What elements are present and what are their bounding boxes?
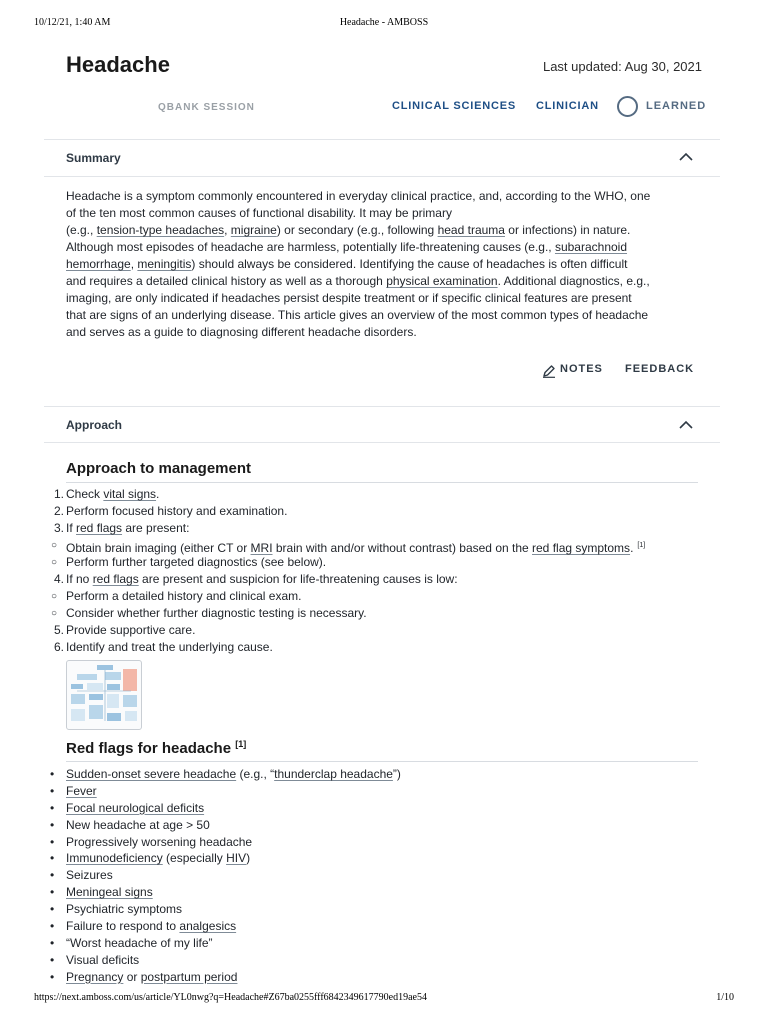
red-flags-heading-text: Red flags for headache: [66, 740, 232, 757]
text-fragment: Check: [66, 487, 104, 501]
step-number: 2.: [53, 504, 64, 518]
summary-title: Summary: [66, 151, 121, 165]
text-fragment: Visual deficits: [66, 952, 140, 967]
divider: [44, 442, 720, 443]
text-fragment: Perform focused history and examination.: [66, 504, 288, 518]
text-fragment: “Worst headache of my life”: [66, 935, 213, 950]
step-number: 5.: [53, 623, 64, 637]
text-fragment: ,: [130, 257, 138, 271]
article-link[interactable]: head trauma: [437, 223, 505, 237]
heading-rule: [66, 482, 698, 483]
print-doc-title: Headache - AMBOSS: [339, 17, 429, 28]
divider: [44, 406, 720, 407]
step-text: [66, 605, 367, 622]
text-fragment: are present and suspicion for life-threatening causes is low:: [138, 572, 458, 586]
text-fragment: Seizures: [66, 868, 113, 883]
red-flag-text: [66, 817, 210, 834]
text-fragment: imaging, are only indicated if headaches persist despite treatment or if specific clinical features are present: [66, 291, 632, 305]
bullet-icon: •: [50, 885, 55, 900]
article-link[interactable]: subarachnoid: [554, 240, 628, 254]
article-link[interactable]: meningitis: [137, 257, 192, 271]
text-fragment: Although most episodes of headache are harmless, potentially life-threatening causes (e.g.,: [66, 240, 555, 254]
text-fragment: or: [123, 969, 141, 984]
heading-rule: [66, 761, 698, 762]
text-fragment: Perform a detailed history and clinical exam.: [66, 589, 302, 603]
text-fragment: Perform further targeted diagnostics (see below).: [66, 555, 327, 569]
summary-line: [66, 239, 706, 256]
text-fragment: New headache at age > 50: [66, 817, 210, 832]
text-fragment: Obtain brain imaging (either CT or: [66, 541, 251, 555]
citation[interactable]: [1]: [235, 739, 247, 749]
text-fragment: and serves as a guide to diagnosing different headache disorders.: [66, 325, 417, 339]
notes-button[interactable]: NOTES: [560, 363, 603, 375]
circle-bullet-icon: ○: [51, 557, 58, 568]
text-fragment: If: [66, 521, 77, 535]
citation[interactable]: [1]: [637, 542, 646, 549]
learned-label: LEARNED: [646, 100, 707, 112]
text-fragment: that are signs of an underlying disease. This article gives an overview of the most common types of headache: [66, 308, 649, 322]
text-fragment: Provide supportive care.: [66, 623, 196, 637]
last-updated: Last updated: Aug 30, 2021: [542, 59, 702, 74]
text-fragment: (e.g.,: [66, 223, 97, 237]
text-fragment: If no: [66, 572, 93, 586]
text-fragment: of the ten most common causes of functional disability. It may be primary: [66, 206, 452, 220]
text-fragment: are present:: [122, 521, 190, 535]
clinical-sciences-tab[interactable]: CLINICAL SCIENCES: [392, 100, 517, 112]
summary-line: [66, 205, 706, 222]
approach-title: Approach: [66, 418, 123, 432]
circle-bullet-icon: ○: [51, 591, 58, 602]
divider: [44, 139, 720, 140]
text-fragment: brain with and/or without contrast) based on the: [272, 541, 533, 555]
text-fragment: Failure to respond to: [66, 919, 180, 934]
text-fragment: Psychiatric symptoms: [66, 902, 183, 917]
summary-line: [66, 188, 706, 205]
bullet-icon: •: [50, 919, 55, 934]
print-datetime: 10/12/21, 1:40 AM: [34, 17, 111, 28]
circle-bullet-icon: ○: [51, 540, 58, 551]
article-link[interactable]: HIV: [226, 851, 247, 866]
bullet-icon: •: [50, 851, 55, 866]
article-link[interactable]: postpartum period: [140, 969, 238, 984]
article-link[interactable]: red flag symptoms: [532, 541, 631, 555]
article-link[interactable]: migraine: [230, 223, 277, 237]
step-text: [66, 520, 189, 537]
step-text: [66, 571, 458, 588]
clinician-tab[interactable]: CLINICIAN: [536, 100, 599, 112]
pencil-icon: [542, 364, 556, 378]
article-link[interactable]: thunderclap headache: [274, 767, 393, 781]
management-heading: Approach to management: [66, 460, 252, 477]
text-fragment: ) or secondary (e.g., following: [276, 223, 438, 237]
step-text: [66, 503, 287, 520]
bullet-icon: •: [50, 817, 55, 832]
text-fragment: and requires a detailed clinical history as well as a thorough: [66, 274, 387, 288]
bullet-icon: •: [50, 800, 55, 815]
summary-line: [66, 324, 706, 341]
text-fragment: . Additional diagnostics, e.g.,: [497, 274, 650, 288]
summary-line: [66, 256, 706, 273]
bullet-icon: •: [50, 952, 55, 967]
circle-bullet-icon: ○: [51, 608, 58, 619]
article-link[interactable]: MRI: [250, 541, 273, 555]
flowchart-thumbnail[interactable]: [66, 660, 142, 730]
page-title: Headache: [66, 52, 170, 77]
step-number: 3.: [53, 521, 64, 535]
red-flag-text: [66, 834, 252, 851]
bullet-icon: •: [50, 767, 55, 781]
summary-line: [66, 273, 706, 290]
step-number: 6.: [53, 640, 64, 654]
red-flag-text: [66, 867, 113, 884]
article-link[interactable]: analgesics: [179, 919, 237, 934]
red-flag-text: [66, 901, 182, 918]
article-link[interactable]: Immunodeficiency: [66, 851, 163, 866]
text-fragment: Headache is a symptom commonly encountered in everyday clinical practice, and, according to the WHO, one: [66, 189, 651, 203]
step-text: [66, 622, 195, 639]
summary-paragraph: [66, 188, 706, 341]
red-flag-text: [66, 766, 401, 783]
text-fragment: (especially: [162, 851, 227, 866]
flowchart-image: [67, 661, 141, 729]
qbank-session-link[interactable]: QBANK SESSION: [158, 102, 255, 113]
red-flag-text: [66, 884, 153, 901]
bullet-icon: •: [50, 783, 55, 798]
red-flag-text: [66, 850, 250, 867]
step-text: [66, 554, 326, 571]
text-fragment: or infections) in nature.: [504, 223, 631, 237]
article-link[interactable]: vital signs: [103, 487, 157, 501]
summary-line: [66, 307, 706, 324]
text-fragment: Identify and treat the underlying cause.: [66, 640, 273, 654]
step-number: 4.: [53, 572, 64, 586]
text-fragment: ) should always be considered. Identifying the cause of headaches is often difficult: [191, 257, 628, 271]
red-flags-heading: [66, 739, 246, 757]
print-footer: [0, 992, 768, 1008]
article-link[interactable]: red flags: [92, 572, 139, 586]
text-fragment: Consider whether further diagnostic testing is necessary.: [66, 606, 367, 620]
article-link[interactable]: red flags: [76, 521, 123, 535]
text-fragment: .: [156, 487, 160, 501]
step-text: [66, 486, 159, 503]
print-url: https://next.amboss.com/us/article/YL0nwg?q=Headache#Z67ba0255fff6842349617790ed19ae54: [34, 992, 427, 1003]
article-link[interactable]: hemorrhage: [66, 257, 131, 271]
text-fragment: ): [246, 851, 251, 866]
summary-line: [66, 222, 706, 239]
chevron-up-icon[interactable]: [679, 152, 693, 162]
red-flag-text: [66, 952, 139, 969]
summary-line: [66, 290, 706, 307]
article-link[interactable]: Pregnancy: [66, 969, 124, 984]
step-text: [66, 639, 273, 656]
text-fragment: ,: [224, 223, 231, 237]
bullet-icon: •: [50, 834, 55, 849]
text-fragment: ”): [392, 767, 401, 781]
bullet-icon: •: [50, 969, 55, 984]
red-flag-text: [66, 935, 213, 952]
article-link[interactable]: Meningeal signs: [66, 885, 153, 900]
article-link[interactable]: Focal neurological deficits: [66, 800, 205, 815]
step-number: 1.: [53, 487, 64, 501]
article-link[interactable]: physical examination: [386, 274, 498, 288]
article-link[interactable]: Fever: [66, 783, 97, 798]
text-fragment: Progressively worsening headache: [66, 834, 253, 849]
article-link[interactable]: tension-type headaches: [96, 223, 225, 237]
red-flag-text: [66, 783, 97, 800]
article-link[interactable]: Sudden-onset severe headache: [66, 767, 237, 781]
red-flag-text: [66, 800, 204, 817]
bullet-icon: •: [50, 868, 55, 883]
red-flag-text: [66, 918, 236, 935]
step-text: [66, 588, 301, 605]
bullet-icon: •: [50, 902, 55, 917]
print-header: [0, 17, 768, 33]
text-fragment: .: [630, 541, 634, 555]
divider: [44, 176, 720, 177]
feedback-button[interactable]: FEEDBACK: [625, 363, 695, 375]
chevron-up-icon[interactable]: [679, 420, 693, 430]
print-page-number: 1/10: [716, 992, 734, 1003]
red-flag-text: [66, 969, 237, 986]
text-fragment: (e.g., “: [236, 767, 275, 781]
bullet-icon: •: [50, 935, 55, 950]
learned-circle-icon: [617, 96, 638, 117]
